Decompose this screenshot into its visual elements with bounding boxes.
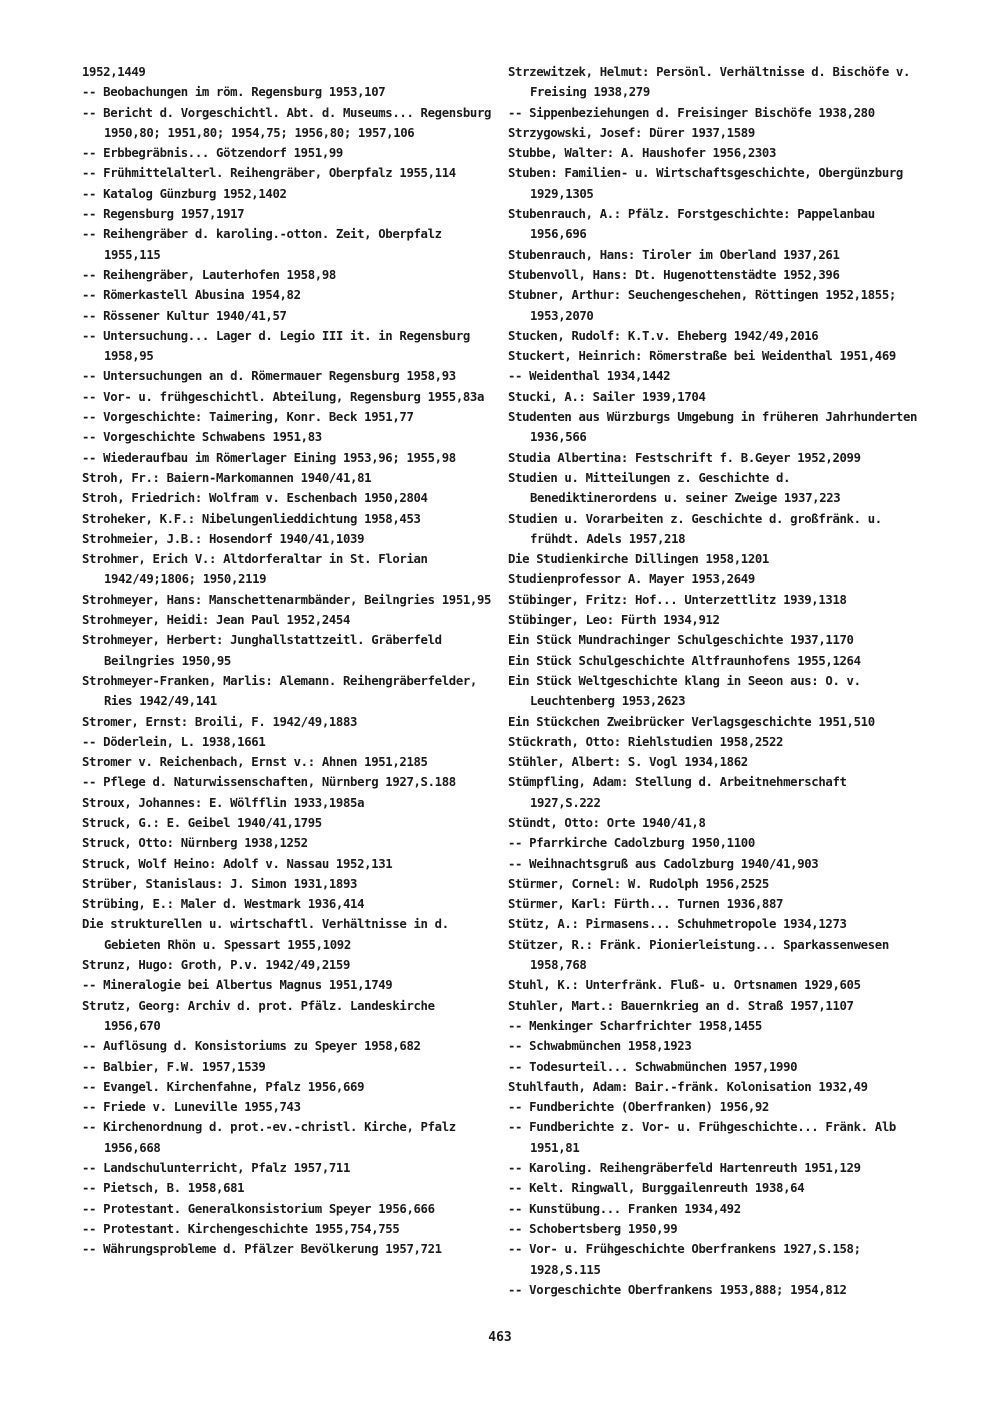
index-entry: Strohmeier, J.B.: Hosendorf 1940/41,1039 [82,531,365,546]
index-entry: Strohmeyer, Heidi: Jean Paul 1952,2454 [82,613,351,628]
index-entry: Stübinger, Leo: Fürth 1934,912 [508,613,720,628]
index-entry: -- Frühmittelalterl. Reihengräber, Oberpfalz 1955,114 [82,166,456,181]
index-entry: -- Todesurteil... Schwabmünchen 1957,1990 [508,1059,798,1074]
index-entry: Strohmeyer, Herbert: Junghallstattzeitl. Gräberfeld Beilngries 1950,95 [82,633,442,668]
index-entry: Stroh, Friedrich: Wolfram v. Eschenbach 1950,2804 [82,491,428,506]
index-entry: Die strukturellen u. wirtschaftl. Verhältnisse in d. Gebieten Rhön u. Spessart 1955,1092 [82,917,449,952]
index-entry: Strohmeyer, Hans: Manschettenarmbänder, Beilngries 1951,95 [82,592,492,607]
index-entry: 1952,1449 [82,65,146,79]
index-entry: -- Vor- u. Frühgeschichte Oberfrankens 1927,S.158; 1928,S.115 [508,1242,861,1277]
index-entry: -- Römerkastell Abusina 1954,82 [82,288,301,303]
index-entry: Stuhler, Mart.: Bauernkrieg an d. Straß 1957,1107 [508,998,854,1013]
index-entry: -- Protestant. Generalkonsistorium Speyer 1956,666 [82,1201,435,1216]
index-entry: Stürmer, Karl: Fürth... Turnen 1936,887 [508,897,784,912]
index-entry: Studenten aus Würzburgs Umgebung in früheren Jahrhunderten 1936,566 [508,410,918,445]
index-entry: -- Vorgeschichte Oberfrankens 1953,888; 1954,812 [508,1282,847,1297]
index-entry: -- Pfarrkirche Cadolzburg 1950,1100 [508,836,755,851]
index-entry: -- Rössener Kultur 1940/41,57 [82,308,287,323]
right-column [508,62,923,1300]
index-entry: -- Untersuchungen an d. Römermauer Regensburg 1958,93 [82,369,456,384]
index-entry: Stubenrauch, Hans: Tiroler im Oberland 1937,261 [508,247,840,262]
index-entry: Stroux, Johannes: E. Wölfflin 1933,1985a [82,795,365,810]
index-entry: Strutz, Georg: Archiv d. prot. Pfälz. Landeskirche 1956,670 [82,998,435,1033]
index-entry: Strzygowski, Josef: Dürer 1937,1589 [508,125,755,140]
index-entry: Stühler, Albert: S. Vogl 1934,1862 [508,755,748,770]
index-entry: Stromer v. Reichenbach, Ernst v.: Ahnen 1951,2185 [82,755,428,770]
index-entry: -- Mineralogie bei Albertus Magnus 1951,1749 [82,978,393,993]
left-column [82,62,492,1260]
index-entry: -- Vor- u. frühgeschichtl. Abteilung, Regensburg 1955,83a [82,389,485,404]
index-entry: -- Reihengräber, Lauterhofen 1958,98 [82,267,336,282]
index-entry: -- Weihnachtsgruß aus Cadolzburg 1940/41,903 [508,856,819,871]
index-entry: -- Reihengräber d. karoling.-otton. Zeit, Oberpfalz 1955,115 [82,227,442,262]
index-entry: -- Vorgeschichte Schwabens 1951,83 [82,430,322,445]
index-entry: -- Pflege d. Naturwissenschaften, Nürnberg 1927,S.188 [82,775,456,790]
index-entry: Strzewitzek, Helmut: Persönl. Verhältnisse d. Bischöfe v. Freising 1938,279 [508,65,911,100]
index-entry: -- Auflösung d. Konsistoriums zu Speyer 1958,682 [82,1039,421,1054]
index-entry: -- Katalog Günzburg 1952,1402 [82,186,287,201]
index-entry: -- Regensburg 1957,1917 [82,207,245,222]
index-entry: Stucki, A.: Sailer 1939,1704 [508,389,706,404]
index-entry: Stückrath, Otto: Riehlstudien 1958,2522 [508,734,784,749]
index-entry: Ein Stück Schulgeschichte Altfraunhofens 1955,1264 [508,653,861,668]
index-entry: -- Vorgeschichte: Taimering, Konr. Beck 1951,77 [82,410,414,425]
index-entry: Stubenrauch, A.: Pfälz. Forstgeschichte: Pappelanbau 1956,696 [508,207,875,242]
index-entry: Ein Stück Weltgeschichte klang in Seeon aus: O. v. Leuchtenberg 1953,2623 [508,673,861,709]
index-entry: -- Fundberichte z. Vor- u. Frühgeschichte... Fränk. Alb 1951,81 [508,1120,896,1155]
index-entry: Strohmer, Erich V.: Altdorferaltar in St. Florian 1942/49;1806; 1950,2119 [82,552,428,587]
index-entry: -- Beobachungen im röm. Regensburg 1953,107 [82,85,386,100]
index-entry: -- Kelt. Ringwall, Burggailenreuth 1938,64 [508,1181,805,1196]
index-entry: Stroh, Fr.: Baiern-Markomannen 1940/41,81 [82,470,372,485]
index-entry: Strüber, Stanislaus: J. Simon 1931,1893 [82,876,358,891]
index-entry: -- Fundberichte (Oberfranken) 1956,92 [508,1100,769,1115]
page-number: 463 [488,1330,512,1345]
index-entry: Ein Stückchen Zweibrücker Verlagsgeschichte 1951,510 [508,714,875,729]
index-entry: -- Döderlein, L. 1938,1661 [82,734,266,749]
index-entry: -- Kunstübung... Franken 1934,492 [508,1201,741,1216]
index-entry: Stuben: Familien- u. Wirtschaftsgeschichte, Obergünzburg 1929,1305 [508,166,903,201]
index-entry: Struck, Otto: Nürnberg 1938,1252 [82,836,308,851]
index-entry: Strübing, E.: Maler d. Westmark 1936,414 [82,897,365,912]
index-entry: Ein Stück Mundrachinger Schulgeschichte 1937,1170 [508,633,854,648]
index-entry: Studienprofessor A. Mayer 1953,2649 [508,572,755,587]
index-entry: -- Währungsprobleme d. Pfälzer Bevölkerung 1957,721 [82,1242,442,1257]
index-entry: Stuckert, Heinrich: Römerstraße bei Weidenthal 1951,469 [508,349,896,364]
index-entry: Stroheker, K.F.: Nibelungenlieddichtung 1958,453 [82,511,421,526]
index-entry: -- Evangel. Kirchenfahne, Pfalz 1956,669 [82,1079,365,1094]
index-entry: Studien u. Vorarbeiten z. Geschichte d. großfränk. u. frühdt. Adels 1957,218 [508,511,882,546]
index-entry: -- Erbbegräbnis... Götzendorf 1951,99 [82,146,343,161]
index-entry: -- Friede v. Luneville 1955,743 [82,1100,301,1115]
index-entry: -- Wiederaufbau im Römerlager Eining 1953,96; 1955,98 [82,450,456,465]
index-entry: -- Schwabmünchen 1958,1923 [508,1039,692,1054]
index-entry: -- Weidenthal 1934,1442 [508,369,671,384]
index-entry: Stütz, A.: Pirmasens... Schuhmetropole 1934,1273 [508,917,847,932]
index-entry: Stümpfling, Adam: Stellung d. Arbeitnehmerschaft 1927,S.222 [508,775,847,810]
index-entry: Die Studienkirche Dillingen 1958,1201 [508,552,769,567]
index-entry: Stuhl, K.: Unterfränk. Fluß- u. Ortsnamen 1929,605 [508,978,861,993]
index-entry: Stuhlfauth, Adam: Bair.-fränk. Kolonisation 1932,49 [508,1079,868,1094]
index-entry: -- Landschulunterricht, Pfalz 1957,711 [82,1161,351,1176]
index-entry: Stucken, Rudolf: K.T.v. Eheberg 1942/49,2016 [508,328,819,343]
index-entry: Stubenvoll, Hans: Dt. Hugenottenstädte 1952,396 [508,267,840,282]
index-entry: Struck, G.: E. Geibel 1940/41,1795 [82,815,322,830]
index-entry: -- Bericht d. Vorgeschichtl. Abt. d. Museums... Regensburg 1950,80; 1951,80; 1954,75; 1956,80; 1957,106 [82,105,492,140]
index-entry: -- Menkinger Scharfrichter 1958,1455 [508,1018,762,1033]
index-entry: Stübinger, Fritz: Hof... Unterzettlitz 1939,1318 [508,592,847,607]
index-entry: Studia Albertina: Festschrift f. B.Geyer 1952,2099 [508,450,861,465]
index-entry: Stubner, Arthur: Seuchengeschehen, Röttingen 1952,1855; 1953,2070 [508,288,896,323]
index-entry: Studien u. Mitteilungen z. Geschichte d. Benediktinerordens u. seiner Zweige 1937,223 [508,470,841,506]
index-entry: Strunz, Hugo: Groth, P.v. 1942/49,2159 [82,958,351,973]
index-entry: Stützer, R.: Fränk. Pionierleistung... Sparkassenwesen 1958,768 [508,937,889,973]
index-entry: Stürmer, Cornel: W. Rudolph 1956,2525 [508,876,769,891]
index-entry: Stündt, Otto: Orte 1940/41,8 [508,815,706,830]
index-entry: Stubbe, Walter: A. Haushofer 1956,2303 [508,146,777,161]
index-entry: Struck, Wolf Heino: Adolf v. Nassau 1952,131 [82,856,393,871]
index-entry: Strohmeyer-Franken, Marlis: Alemann. Reihengräberfelder, Ries 1942/49,141 [82,673,477,709]
index-entry: Stromer, Ernst: Broili, F. 1942/49,1883 [82,714,358,729]
index-entry: -- Schobertsberg 1950,99 [508,1221,678,1236]
index-entry: -- Balbier, F.W. 1957,1539 [82,1059,266,1074]
index-entry: -- Karoling. Reihengräberfeld Hartenreuth 1951,129 [508,1161,861,1176]
index-entry: -- Kirchenordnung d. prot.-ev.-christl. Kirche, Pfalz 1956,668 [82,1120,456,1155]
index-entry: -- Sippenbeziehungen d. Freisinger Bischöfe 1938,280 [508,105,875,120]
index-entry: -- Pietsch, B. 1958,681 [82,1181,245,1196]
index-entry: -- Protestant. Kirchengeschichte 1955,754,755 [82,1221,400,1236]
index-entry: -- Untersuchung... Lager d. Legio III it. in Regensburg 1958,95 [82,328,470,364]
